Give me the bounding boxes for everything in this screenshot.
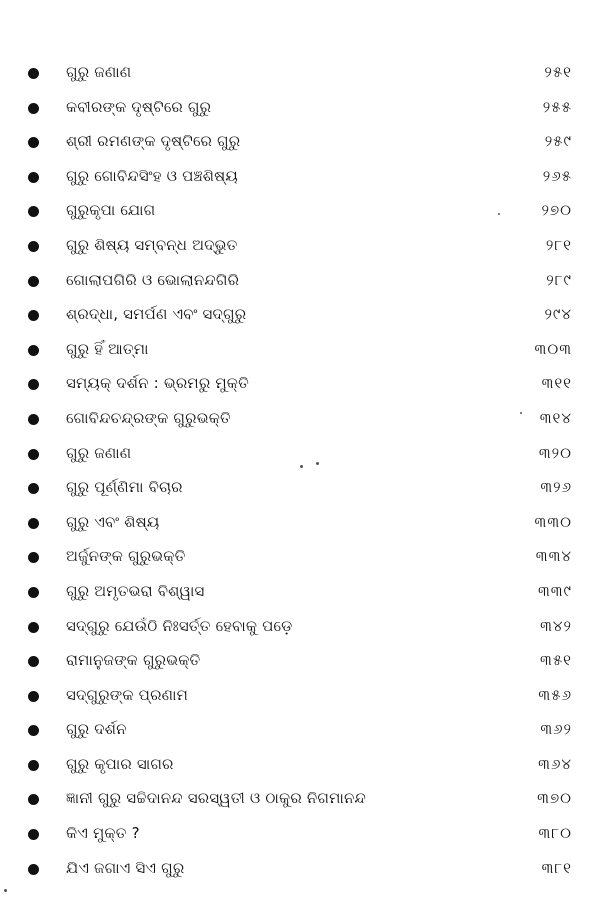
bullet-icon	[28, 864, 39, 875]
bullet-icon	[28, 829, 39, 840]
bullet-icon	[28, 345, 39, 356]
bullet-icon	[28, 656, 39, 667]
toc-entry-title: ସଦ୍‌ଗୁରୁ ଯେଉଁଠି ନିଃସର୍ତ୍ତ ହେବାକୁ ପଡ଼େ	[66, 616, 293, 635]
table-of-contents	[0, 58, 600, 888]
toc-entry-title: ଗୋବିନ୍ଦଚନ୍ଦ୍ରଙ୍କ ଗୁରୁଭକ୍ତି	[66, 408, 231, 427]
toc-entry-title: ଗୁରୁ ଜଣାଣ	[66, 443, 132, 462]
bullet-icon	[28, 552, 39, 563]
toc-entry-title: ଗୁରୁ ଏବଂ ଶିଷ୍ୟ	[66, 512, 160, 531]
toc-entry	[0, 404, 600, 439]
scan-speck	[520, 412, 522, 414]
toc-entry-page-number: ୩୬୪	[538, 754, 572, 773]
toc-entry-title: ଗୋଲାପଗିରି ଓ ଭୋଲାନନ୍ଦଗିରି	[66, 270, 240, 289]
toc-entry	[0, 300, 600, 335]
toc-entry	[0, 231, 600, 266]
toc-entry-title: ଜ୍ଞାନୀ ଗୁରୁ ସଚ୍ଚିଦାନନ୍ଦ ସରସ୍ୱତୀ ଓ ଠାକୁର ନିଗମାନନ୍ଦ	[66, 789, 367, 808]
bullet-icon	[28, 449, 39, 460]
toc-entry-page-number: ୩୧୧	[541, 374, 572, 393]
bullet-icon	[28, 760, 39, 771]
bullet-icon	[28, 414, 39, 425]
toc-entry	[0, 577, 600, 612]
toc-entry-title: ଗୁରୁ ଶିଷ୍ୟ ସମ୍ବନ୍ଧ ଅଦ୍ଭୁତ	[66, 235, 238, 254]
toc-entry-title: ସମ୍ୟକ୍ ଦର୍ଶନ : ଭ୍ରମରୁ ମୁକ୍ତି	[66, 374, 249, 393]
toc-entry	[0, 542, 600, 577]
toc-entry-page-number: ୩୩୪	[535, 547, 572, 566]
toc-entry	[0, 335, 600, 370]
scan-speck	[316, 462, 319, 465]
toc-entry	[0, 784, 600, 819]
toc-entry-page-number: ୨୫୧	[544, 63, 572, 81]
toc-entry	[0, 854, 600, 889]
scan-speck	[300, 465, 303, 468]
scan-speck	[498, 213, 500, 215]
toc-entry-page-number: ୩୦୩	[534, 339, 572, 358]
toc-entry-page-number: ୨୫୫	[542, 97, 572, 116]
toc-entry-page-number: ୩୩୦	[534, 512, 572, 531]
toc-entry	[0, 439, 600, 474]
toc-entry	[0, 162, 600, 197]
bullet-icon	[28, 241, 39, 252]
bullet-icon	[28, 172, 39, 183]
toc-entry-page-number: ୩୩୯	[537, 581, 572, 600]
toc-entry-page-number: ୨୮୯	[546, 270, 572, 289]
bullet-icon	[28, 276, 39, 287]
toc-entry-title: ରାମାନୁଜଙ୍କ ଗୁରୁଭକ୍ତି	[66, 651, 201, 670]
toc-entry-title: ଗୁରୁ ଜଣାଣ	[66, 63, 132, 81]
bullet-icon	[28, 379, 39, 390]
toc-entry-title: ଗୁରୁ ହିଁ ଆତ୍ମା	[66, 339, 149, 358]
bullet-icon	[28, 483, 39, 494]
toc-entry-title: କବୀରଙ୍କ ଦୃଷ୍ଟିରେ ଗୁରୁ	[66, 97, 212, 116]
toc-entry-page-number: ୨୫୯	[544, 132, 572, 151]
toc-entry-title: ଗୁରୁ ଦର୍ଶନ	[66, 720, 127, 739]
toc-entry	[0, 58, 600, 93]
toc-entry-page-number: ୨୬୫	[542, 166, 572, 185]
toc-entry-title: ଗୁରୁ ଗୋବିନ୍ଦସିଂହ ଓ ପଞ୍ଚଶିଷ୍ୟ	[66, 166, 238, 185]
toc-entry	[0, 266, 600, 301]
bullet-icon	[28, 518, 39, 529]
toc-entry-page-number: ୩୮୧	[541, 858, 572, 877]
toc-entry-page-number: ୩୫୧	[540, 651, 572, 670]
toc-entry-page-number: ୨୭୦	[541, 201, 572, 220]
toc-entry	[0, 473, 600, 508]
toc-entry-page-number: ୨୮୧	[545, 235, 572, 254]
toc-entry	[0, 646, 600, 681]
toc-entry-page-number: ୩୫୬	[538, 685, 572, 704]
toc-entry-title: ଶ୍ରୀ ରମଣଙ୍କ ଦୃଷ୍ଟିରେ ଗୁରୁ	[66, 132, 241, 151]
toc-entry	[0, 612, 600, 647]
toc-entry-page-number: ୩୨୬	[540, 478, 572, 497]
toc-entry-title: ସଦ୍‌ଗୁରୁଙ୍କ ପ୍ରଣାମ	[66, 685, 189, 704]
toc-entry-title: ଅର୍ଜୁନଙ୍କ ଗୁରୁଭକ୍ତି	[66, 547, 186, 566]
bullet-icon	[28, 103, 39, 114]
toc-entry-title: କିଏ ମୁକ୍ତ ?	[66, 824, 140, 843]
bullet-icon	[28, 587, 39, 598]
bullet-icon	[28, 206, 39, 217]
bullet-icon	[28, 310, 39, 321]
toc-entry	[0, 750, 600, 785]
bullet-icon	[28, 622, 39, 633]
toc-entry-page-number: ୩୪୨	[540, 616, 572, 635]
toc-entry	[0, 508, 600, 543]
toc-entry-title: ଗୁରୁକୃପା ଯୋଗ	[66, 201, 156, 220]
toc-entry-page-number: ୨୯୪	[544, 305, 572, 324]
toc-entry	[0, 715, 600, 750]
toc-entry-title: ଗୁରୁ ପୂର୍ଣ୍ଣିମା ବିଚାର	[66, 478, 183, 497]
toc-entry-title: ଗୁରୁ କୃପାର ସାଗର	[66, 754, 174, 773]
toc-entry	[0, 819, 600, 854]
toc-entry-page-number: ୩୭୦	[537, 789, 572, 808]
toc-entry	[0, 681, 600, 716]
toc-entry	[0, 93, 600, 128]
toc-entry	[0, 196, 600, 231]
toc-entry-page-number: ୩୧୪	[539, 408, 572, 427]
bullet-icon	[28, 691, 39, 702]
scan-speck	[4, 889, 7, 892]
toc-entry-title: ଗୁରୁ ଅମୃତଭରା ବିଶ୍ୱାସ	[66, 581, 205, 600]
toc-entry	[0, 127, 600, 162]
toc-entry-title: ଶ୍ରଦ୍ଧା, ସମର୍ପଣ ଏବଂ ସଦ୍‌ଗୁରୁ	[66, 305, 247, 324]
toc-entry-page-number: ୩୨୦	[538, 443, 572, 462]
toc-entry	[0, 369, 600, 404]
toc-entry-title: ଯିଏ ଜଗାଏ ସିଏ ଗୁରୁ	[66, 858, 185, 877]
bullet-icon	[28, 68, 39, 79]
bullet-icon	[28, 725, 39, 736]
toc-entry-page-number: ୩୬୨	[540, 720, 572, 739]
bullet-icon	[28, 794, 39, 805]
toc-entry-page-number: ୩୮୦	[538, 824, 572, 843]
bullet-icon	[28, 137, 39, 148]
